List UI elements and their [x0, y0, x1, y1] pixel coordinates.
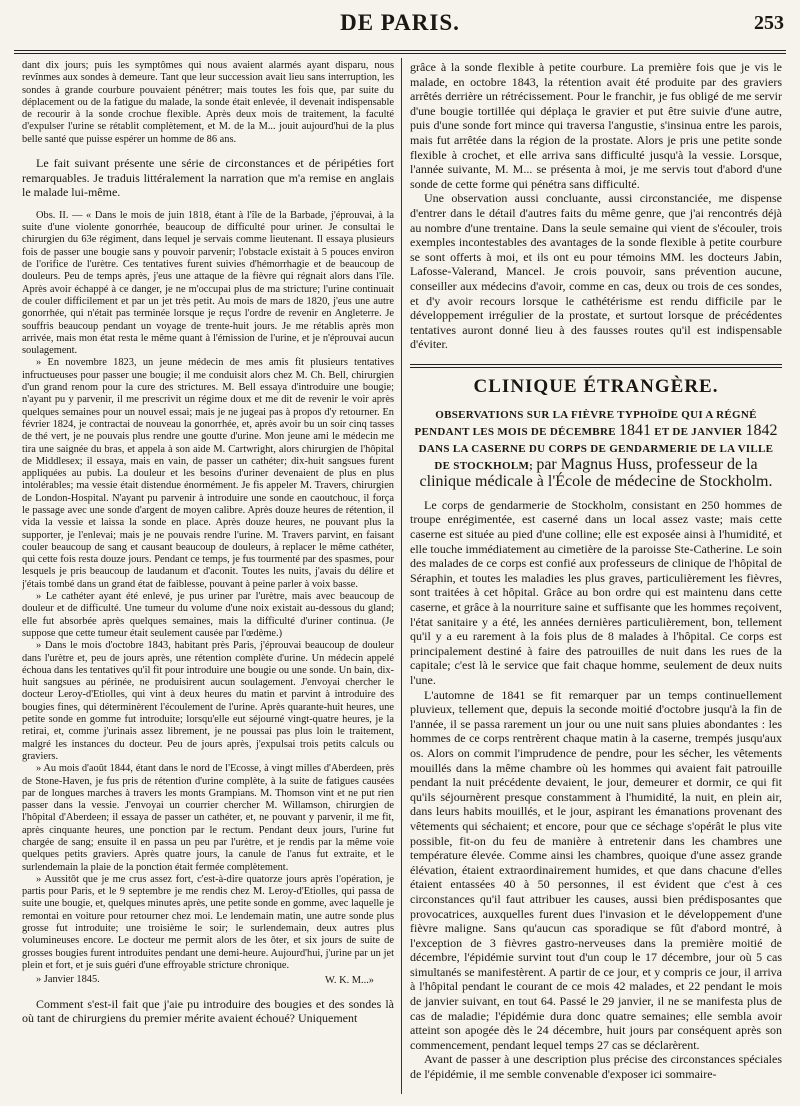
header-rule-thin	[14, 53, 786, 54]
article-year: 1841	[619, 421, 652, 439]
article-paragraph: Avant de passer à une description plus précise des circonstances spéciales de l'épidémie, il me semble convenable d'exposer ici sommaire-	[410, 1052, 782, 1082]
continued-paragraph: grâce à la sonde flexible à petite courbure. La première fois que je vis le malade, en octobre 1843, la rétention avait été produite par des graviers arrêtés derrière un rétrécissement. Pour le franchir, je fus obligé de me servir d'une bougie tortillée qui déplaça le gravier et put être suivie d'une autre, puis d'une sonde fort mince qui traversa l'angustie, s'insinua entre les parois, mais fut arrêtée dans la région de la prostate. Alors je pris une petite sonde flexible à crochet, et elle arriva sans difficulté jusqu'à la vessie. Lorsque, l'année suivante, M. M... se présenta à moi, je me servis tout d'abord d'une sonde de cette forme qui pénétra sans difficulté.	[410, 60, 782, 191]
continued-paragraph: dant dix jours; puis les symptômes qui nous avaient alarmés ayant disparu, nous revînmes aux sondes à demeure. Tant que leur succession avait lieu sans interruption, les sondes à grande courbure pouvaient pénétrer; mais toutes les fois que, par suite du déplacement ou de la fatigue du malade, la sonde était enlevée, il devenait indispensable de recourir à la sonde crochue flexible. Après deux mois de traitement, la faculté d'expulser l'urine se rétablit complètement, et M. de la M... jouit aujourd'hui de la plus belle santé que puisse espérer un homme de 86 ans.	[22, 60, 394, 145]
left-column	[22, 60, 394, 1090]
column-separator	[401, 58, 402, 1094]
observation-paragraph: » En novembre 1823, un jeune médecin de mes amis fit plusieurs tentatives infructueuses pour passer une bougie; il me conduisit alors chez M. Ch. Bell, chirurgien d'un grand renom pour la cure des strictures. M. Bell essaya d'introduire une bougie; n'ayant pu y parvenir, il me prescrivit un régime doux et me dit de revenir le voir après quelques semaines pour un nouvel essai; mais je ne jugeai pas à propos d'y retourner. En février 1824, je contractai de nouveau la gonorrhée, et, après avoir bu un soir cinq tasses de thé vert, je ne pouvais plus rendre une goutte d'urine. Mon jeune ami le médecin me tira une saignée du bras, et appela à son aide M. Cartwright, alors chirurgien de l'hôpital de Middlesex; il essaya, mais en vain, de passer un cathéter; dix-huit sangsues furent appliquées au pubis. La douleur et les besoins d'uriner devenaient de plus en plus intolérables; ma vessie était distendue énormément. Je fis appeler M. Travers, chirurgien de London-Hospital. N'ayant pu parvenir à introduire une sonde en caoutchouc, il força le passage avec une sonde d'argent de moyen calibre. Après douze heures de rétention, il vida la vessie et laissa la sonde en place. Après douze heures, ne pouvant plus la supporter, je l'enlevai; mais je ne pouvais rendre l'urine. M. Travers parvint, en faisant couler beaucoup de sang et causant beaucoup de douleurs, à replacer le même cathéter, qui cette fois resta douze jours. Pendant ce temps, je fus tourmenté par des spasmes, pour lesquels je pris beaucoup de laudanum et d'aconit. Toutes les nuits, j'avais du délire et j'étais tombé dans un grand état de faiblesse, pouvant à peine parler à voix basse.	[22, 357, 394, 590]
article-title-place: DANS LA CASERNE DU CORPS DE GENDARMERIE DE LA VILLE DE STOCKHOLM;	[418, 442, 774, 472]
article-paragraph: L'automne de 1841 se fit remarquer par un temps continuellement pluvieux, tellement que, depuis la seconde moitié d'octobre jusqu'à la fin de l'année, il se passa rarement un jour ou une nuit sans pluies abondantes : les hommes de ce corps rentrèrent chaque matin à la caserne, trempés jusqu'aux os. Alors on commit l'imprudence de pendre, pour les sécher, les vêtements mouillés dans la même chambre où les hommes qui avaient fait patrouille pendant la nuit précédente devaient, le jour, demeurer et dormir, ce qui fit qu'ils séjournèrent presque constamment à l'humidité, la nuit, en plein air, dans leurs habits mouillés, et le jour, aspirant les émanations provenant des vêtements qui séchaient; et encore, pour que ce séchage s'opérât le plus vite possible, fit-on du feu de manière à entretenir dans les chambres une température élevée. Comme ainsi les chambres, quoique d'une assez grande élévation, étaient extraordinairement humides, et que dans chacune d'elles étaient entassées 40 à 50 personnes, il est évident que c'est à ces circonstances qu'il faut attribuer les causes, aussi bien prédisposantes que provocatrices, auxquelles furent dues l'invasion et le développement d'une fièvre maligne. Sans qu'aucun cas sporadique se fût d'abord montré, à l'exception de 3 fièvres gastro-nerveuses dans la première moitié de décembre, l'épidémie survint tout d'un coup le 17 décembre, jour où 5 cas simultanés se manifestèrent. A partir de ce jour, et y compris ce jour, il arriva à l'hôpital pendant le courant de ce mois 42 malades, et 22 pendant le mois de janvier suivant, en tout 64. Passé le 29 janvier, il ne se manifesta plus de cas de maladie; l'épidémie dura donc quatre semaines; elle sembla avoir atteint son apogée dès le 24 décembre, huit jours par conséquent après son commencement, pendant lequel temps 27 cas se déclarèrent.	[410, 687, 782, 1052]
observation-paragraph: » Au mois d'août 1844, étant dans le nord de l'Ecosse, à vingt milles d'Aberdeen, près de Stone-Haven, je fus pris de rétention d'urine complète, à la suite de fatigues causées par de longues marches à travers les monts Grampians. M. Thomson vint et ne put rien passer dans la vessie. J'envoyai un courrier chercher M. Willamson, chirurgien de l'hôpital d'Aberdeen; il essaya de passer un cathéter, et, ne pouvant y parvenir, il me fit, après cinquante heures, une ponction par le rectum. Pendant deux jours, l'urine fut chargée de sang; ensuite il en passa un peu par l'urètre, et je rendis par la même voie quelques petits graviers. Après quatre jours, la canule de l'anus fut extraite, et le surlendemain la plaie de la ponction était fermée complètement.	[22, 763, 394, 873]
observation-date: » Janvier 1845.	[36, 974, 100, 986]
page-header	[14, 10, 786, 40]
right-column	[410, 60, 782, 1090]
article-author: par Magnus Huss, professeur de la clinique médicale à l'École de médecine de Stockholm.	[419, 455, 773, 490]
header-rule	[14, 50, 786, 51]
article-year: 1842	[745, 421, 778, 439]
conclusion-paragraph: Une observation aussi concluante, aussi circonstanciée, me dispense d'entrer dans le détail d'autres faits du même genre, que j'ai rencontrés déjà au nombre d'une trentaine. Dans la seule semaine qui vient de s'écouler, trois exemples incontestables des avantages de la sonde flexible à petite courbure se sont offerts à moi, et ils ont eu pour témoins MM. les docteurs Jabin, Lafosse-Valerand, Mancel. Je crois pouvoir, sans prévention aucune, conseiller aux médecins d'avoir, comme en cas, deux ou trois de ces sondes, et d'y avoir recours lorsque le cathétérisme est rendu difficile par le développement irrégulier de la prostate, et surtout lorsque de précédentes tentatives auront donné lieu à des fausses routes qu'il est indispensable d'éviter.	[410, 191, 782, 352]
closing-paragraph: Comment s'est-il fait que j'aie pu introduire des bougies et des sondes là où tant de chirurgiens du premier mérite avaient échoué? Uniquement	[22, 996, 394, 1026]
article-paragraph: Le corps de gendarmerie de Stockholm, consistant en 250 hommes de troupe enrégimentée, est caserné dans un local assez vaste; mais cette caserne est située au pied d'une colline; elle est exposée ainsi à l'humidité, et elle touche immédiatement au cimetière de la paroisse Ste-Catherine. Le soin des malades de ce corps est confié aux professeurs de clinique de l'hôpital de Séraphin, et toutes les maladies les plus graves, particulièrement les fièvres, sont traitées à cet hôpital. Grâce au bon ordre qui est maintenu dans cette caserne, et grâce à la nourriture saine et suffisante que les hommes reçoivent, l'état sanitaire y a été, les années dernières particulièrement, bon, tellement qu'il y a eu rarement à la fois plus de 8 malades à l'hôpital. Ce corps est principalement destiné à faire des patrouilles de nuit dans les rues de la capitale; c'est là le service que fait chaque homme, seulement de deux nuits l'une.	[410, 497, 782, 687]
observation-paragraph: » Le cathéter ayant été enlevé, je pus uriner par l'urètre, mais avec beaucoup de douleur et de difficulté. Une tumeur du volume d'une noix existait au-dessous du gland; elle fut absorbée après quelques semaines, mais la difficulté d'uriner continua. (Je suppose que cette tumeur était seulement causée par l'œdème.)	[22, 591, 394, 639]
section-title: CLINIQUE ÉTRANGÈRE.	[473, 375, 719, 397]
article-title-cont: ET DE JANVIER	[654, 425, 743, 438]
observation-paragraph: » Dans le mois d'octobre 1843, habitant près Paris, j'éprouvai beaucoup de douleur dans l'urètre et, peu de jours après, une rétention complète d'urine. Un médecin appelé échoua dans les tentatives qu'il fit pour introduire une bougie ou une sonde. Un bain, dix-huit sangsues au périnée, ne produisirent aucun soulagement. J'envoyai chercher le docteur Leroy-d'Etiolles, qui vint à deux heures du matin et parvint à introduire des bougies fines, qui déterminèrent l'écoulement de l'urine. Après quarante-huit heures, une petite sonde en gomme fut introduite; lorsqu'elle eut séjourné vingt-quatre heures, je la retirai, et, comme j'urinais assez librement, je ne poussai pas plus loin le traitement, malgré les instances du docteur. Peu de jours après, j'expulsai trois petits calculs ou graviers.	[22, 640, 394, 762]
observation-signature: W. K. M...»	[325, 974, 374, 986]
page-number: 253	[754, 12, 784, 34]
observation-paragraph: Obs. II. — « Dans le mois de juin 1818, étant à l'île de la Barbade, j'éprouvai, à la suite d'une violente gonorrhée, beaucoup de difficulté pour uriner. Je consultai le chirurgien du 63e régiment, dans lequel je servais comme lieutenant. Il essaya plusieurs fois de passer une bougie sans y pouvoir parvenir; l'obstacle existait à 5 pouces environ de l'orifice de l'urètre. Ces tentatives furent suivies d'hémorrhagie et de beaucoup de douleurs. Peu de temps après, j'eus une attaque de la fièvre qui régnait alors dans l'île. Après avoir échappé à ce danger, je ne m'occupai plus de ma stricture; l'urine continuait de couler difficilement et par un jet très petit. Au mois de mars de 1820, j'eus une autre gonorrhée, qui n'était pas terminée lorsque je reçus l'ordre de revenir en Angleterre. Je souffris beaucoup pendant un voyage de trente-huit jours. Je me rétablis après mon arrivée, mais mon état resta le même quant à l'émission de l'urine, et je n'éprouvai aucun soulagement.	[22, 209, 394, 357]
lead-paragraph: Le fait suivant présente une série de circonstances et de péripéties fort remarquables. Je traduis littéralement la narration que m'a remise en anglais le malade lui-même.	[22, 156, 394, 200]
observation-paragraph: » Aussitôt que je me crus assez fort, c'est-à-dire quatorze jours après l'opération, je partis pour Paris, et le 9 septembre je me rendis chez M. Leroy-d'Etiolles, qui passa de suite une bougie, et, quelques minutes après, une petite sonde en gomme, avec laquelle je remontai en voiture pour retourner chez moi. Le lendemain matin, une autre sonde plus grosse fut introduite; une troisième le soir; le surlendemain, deux autres plus volumineuses encore. Le docteur me permit alors de les ôter, et six jours de suite de grosses bougies furent introduites pendant une demi-heure. Aujourd'hui, j'urine par un jet plein et fort, et je suis guéri d'une effroyable stricture chronique.	[22, 873, 394, 971]
section-rule	[410, 364, 782, 368]
running-title: DE PARIS.	[340, 10, 460, 35]
article-title: OBSERVATIONS SUR LA FIÈVRE TYPHOÏDE QUI A RÉGNÉ PENDANT LES MOIS DE DÉCEMBRE	[414, 408, 757, 438]
article-heading	[410, 406, 782, 490]
